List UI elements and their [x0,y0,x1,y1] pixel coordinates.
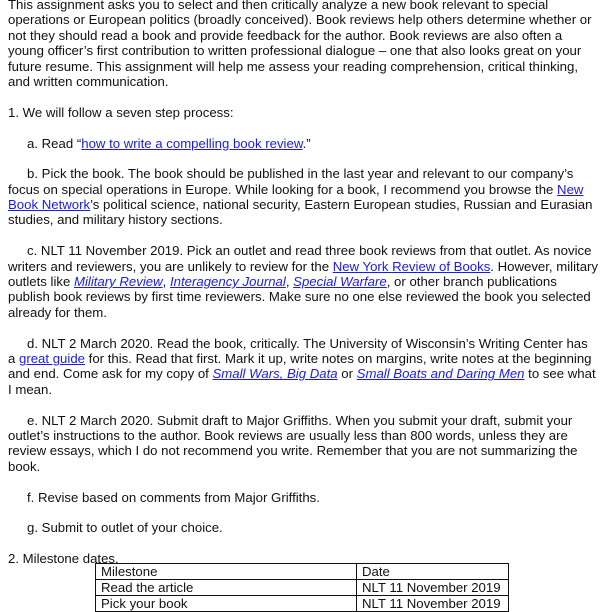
text-run: publish book reviews by first time reviewers. Make sure no one else reviewed the book you selected [8,289,591,305]
text-run: and written communication. [8,73,169,89]
text-line [8,443,598,458]
link-military-review[interactable]: Military Review [73,274,163,290]
intro-paragraph [8,0,598,89]
step-d-paragraph [8,336,598,398]
text-run: I mean. [8,381,52,397]
table-header-row [96,564,509,580]
text-line [8,490,598,505]
text-run: to see what [524,366,596,382]
link-small-wars-big-data[interactable]: Small Wars, Big Data [212,366,338,382]
document-body [8,0,598,582]
text-run: 1. We will follow a seven step process: [8,104,234,120]
table-row [96,596,509,612]
text-run: outlets like [8,274,74,290]
header-date: Date [357,564,509,580]
text-line [8,428,598,443]
text-line [8,28,598,43]
text-run: a. Read “ [27,135,82,151]
text-run: 2. Milestone dates. [8,551,119,567]
text-line [8,166,598,181]
text-run: already for them. [8,304,107,320]
text-run: This assignment asks you to select and then critically analyze a new book relevant to special [8,0,549,12]
text-line [8,74,598,89]
text-line [8,289,598,304]
text-line [8,336,598,351]
text-run: . However, military [490,258,599,274]
text-run: a [8,350,19,366]
step-b-paragraph [8,166,598,228]
text-line [8,366,598,381]
text-run: studies, and military history sections. [8,212,223,228]
text-run: outlet’s instructions to the author. Book reviews are usually less than 800 words, unless they are [8,427,568,443]
text-line [8,212,598,227]
text-line [8,105,598,120]
text-run: e. NLT 2 March 2020. Submit draft to Major Griffiths. When you submit your draft, submit your [27,412,573,428]
step-c-paragraph [8,243,598,320]
link-new-book-network-cont[interactable]: Book Network [8,197,91,213]
text-line [8,0,598,12]
text-run: future resume. This assignment will help me assess your reading comprehension, critical thinking, [8,58,579,74]
text-run: writers and reviewers, you are unlikely to review for the [8,258,333,274]
step-1-heading [8,105,598,120]
text-line [8,197,598,212]
text-line [8,259,598,274]
text-run: and end. Come ask for my copy of [8,366,213,382]
text-run: ’s political science, national security, Eastern European studies, Russian and Eurasian [90,197,593,213]
text-run: , [285,274,294,290]
milestone-table [95,563,509,612]
link-small-boats-daring-men[interactable]: Small Boats and Daring Men [356,366,525,382]
text-run: review essays, which I do not recommend you write. Remember that you are not summarizing the [8,443,578,459]
text-line [8,43,598,58]
link-great-guide[interactable]: great guide [19,350,85,366]
link-special-warfare[interactable]: Special Warfare [293,274,387,290]
link-new-york-review-of-books[interactable]: New York Review of Books [332,258,491,274]
text-run: , or other branch publications [386,274,557,290]
link-interagency-journal[interactable]: Interagency Journal [169,274,286,290]
milestone-cell: Read the article [96,580,357,596]
text-line [8,520,598,535]
text-line [8,243,598,258]
link-new-book-network[interactable]: New [557,181,584,197]
text-line [8,59,598,74]
text-run: b. Pick the book. The book should be published in the last year and relevant to our company’s [27,166,574,182]
text-run: book. [8,458,41,474]
link-how-to-write-book-review[interactable]: how to write a compelling book review [81,135,303,151]
text-run: or [337,366,357,382]
text-run: c. NLT 11 November 2019. Pick an outlet and read three book reviews from that outlet. As novice [27,243,592,259]
text-line [8,413,598,428]
text-run: not they should read a book and provide feedback for the author. Book reviews are also often a [8,27,563,43]
text-line [8,351,598,366]
header-milestone: Milestone [96,564,357,580]
text-line [8,305,598,320]
text-line [8,12,598,27]
text-run: operations or European politics (broadly conceived). Book reviews help others determine whether or [8,12,592,28]
milestone-cell: Pick your book [96,596,357,612]
milestone-table-container [95,563,509,612]
text-line [8,136,598,151]
step-f-paragraph [8,490,598,505]
text-line [8,182,598,197]
text-run: d. NLT 2 March 2020. Read the book, critically. The University of Wisconsin’s Writing Center has [27,335,588,351]
text-run: g. Submit to outlet of your choice. [27,520,223,536]
text-line [8,459,598,474]
text-line [8,382,598,397]
text-run: focus on special operations in Europe. While looking for a book, I recommend you browse the [8,181,558,197]
table-row [96,580,509,596]
text-line [8,274,598,289]
text-run: young officer’s first contribution to written professional dialogue – one that also looks great on your [8,43,582,59]
text-run: f. Revise based on comments from Major Griffiths. [27,489,320,505]
step-g-paragraph [8,520,598,535]
step-a-paragraph [8,136,598,151]
date-cell: NLT 11 November 2019 [357,580,509,596]
text-run: for this. Read that first. Mark it up, write notes on margins, write notes at the beginning [85,350,592,366]
step-e-paragraph [8,413,598,475]
text-run: , [162,274,170,290]
date-cell: NLT 11 November 2019 [357,596,509,612]
text-run: .” [302,135,311,151]
